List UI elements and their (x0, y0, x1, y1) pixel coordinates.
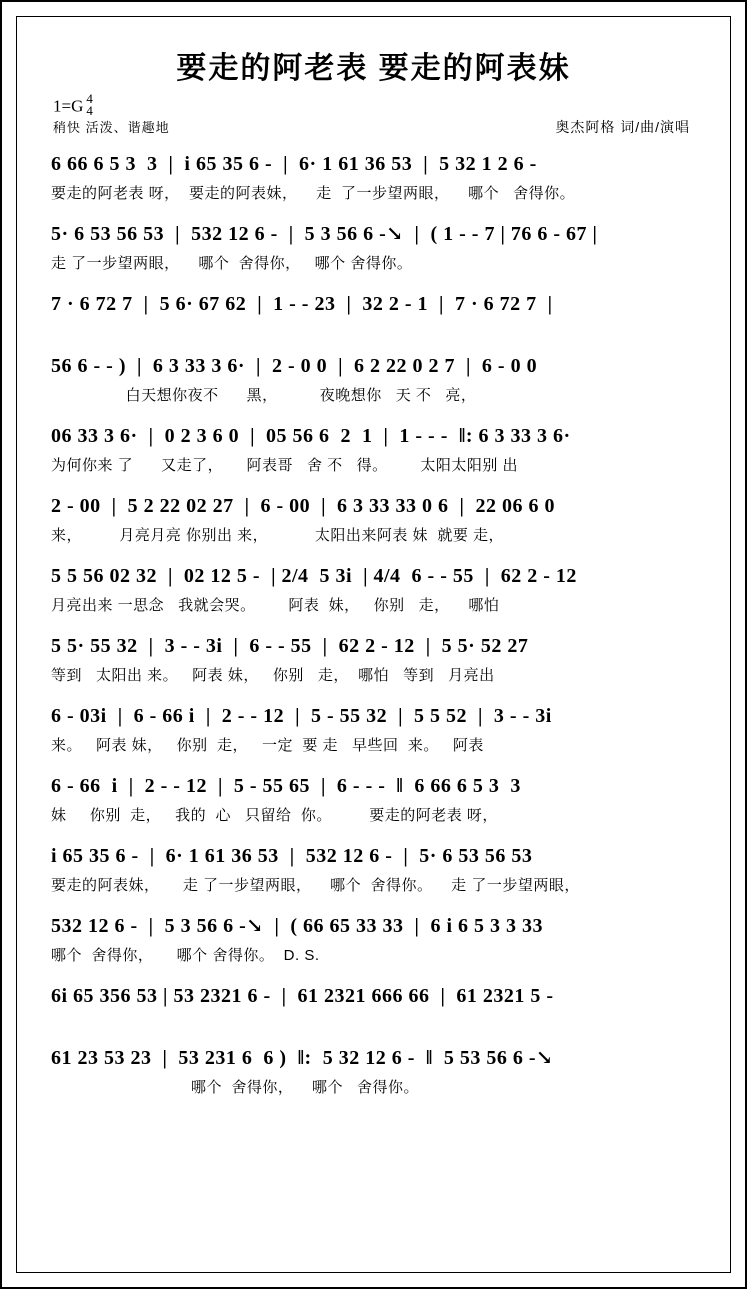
system-gap (51, 551, 696, 559)
music-system (51, 287, 696, 347)
tempo-marking: 稍快 活泼、谐趣地 (53, 120, 170, 135)
key-label: 1= (53, 96, 72, 116)
composer-credits: 奥杰阿格 词/曲/演唱 (555, 119, 690, 135)
notation-line: 5 5· 55 32 | 3 - - 3i | 6 - - 55 | 62 2 - 12 | 5 5· 52 27 (51, 635, 529, 657)
music-system (51, 217, 696, 277)
system-gap (51, 971, 696, 979)
lyrics-line: 来， 月亮月亮 你别出 来， 太阳出来阿表 妹 就要 走， (51, 527, 505, 544)
lyrics-line: 哪个 舍得你， 哪个 舍得你。 D. S. (51, 947, 320, 964)
lyrics-line: 白天想你夜不 黑， 夜晚想你 天 不 亮， (51, 387, 477, 404)
system-gap (51, 621, 696, 629)
lyrics-line: 走 了一步望两眼， 哪个 舍得你， 哪个 舍得你。 (51, 255, 413, 272)
notation-line: 532 12 6 - | 5 3 56 6 -↘ | ( 66 65 33 33 | 6 i 6 5 3 3 33 (51, 915, 544, 937)
system-gap (51, 901, 696, 909)
system-gap (51, 761, 696, 769)
music-system (51, 419, 696, 479)
lyrics-line (51, 321, 696, 347)
lyrics-line (51, 1013, 696, 1039)
lyrics-line: 等到 太阳出 来。 阿表 妹， 你别 走， 哪怕 等到 月亮出 (51, 667, 495, 684)
page-inner-border (16, 16, 731, 1273)
lyrics-line: 月亮出来 一思念 我就会哭。 阿表 妹， 你别 走， 哪怕 (51, 597, 500, 614)
notation-line: 06 33 3 6· | 0 2 3 6 0 | 05 56 6 2 1 | 1 - - - ‖: 6 3 33 3 6· (51, 425, 571, 447)
music-system (51, 349, 696, 409)
notation-line: i 65 35 6 - | 6· 1 61 36 53 | 532 12 6 - | 5· 6 53 56 53 (51, 845, 533, 867)
lyrics-line: 妹 你别 走， 我的 心 只留给 你。 要走的阿老表 呀， (51, 807, 498, 824)
score-content (51, 39, 696, 1262)
notation-line: 5· 6 53 56 53 | 532 12 6 - | 5 3 56 6 -↘ | ( 1 - - 7 | 76 6 - 67 | (51, 223, 598, 245)
music-system (51, 909, 696, 969)
notation-line: 6 - 66 i | 2 - - 12 | 5 - 55 65 | 6 - - - ‖ 6 66 6 5 3 3 (51, 775, 521, 797)
key-signature (53, 93, 93, 118)
time-signature (86, 93, 93, 118)
music-system (51, 979, 696, 1039)
lyrics-line: 为何你来 了 又走了， 阿表哥 舍 不 得。 太阳太阳别 出 (51, 457, 519, 474)
notation-line: 7 · 6 72 7 | 5 6· 67 62 | 1 - - 23 | 32 2 - 1 | 7 · 6 72 7 | (51, 293, 553, 315)
notation-line: 6 66 6 5 3 3 | i 65 35 6 - | 6· 1 61 36 53 | 5 32 1 2 6 - (51, 153, 537, 175)
key-value: G (71, 96, 84, 116)
lyrics-line: 要走的阿老表 呀， 要走的阿表妹， 走 了一步望两眼， 哪个 舍得你。 (51, 185, 576, 202)
score-metadata (51, 93, 696, 147)
time-signature-denominator: 4 (86, 103, 93, 119)
notation-line: 6i 65 356 53 | 53 2321 6 - | 61 2321 666 66 | 61 2321 5 - (51, 985, 554, 1007)
system-gap (51, 481, 696, 489)
time-signature-numerator: 4 (86, 91, 93, 106)
lyrics-line: 来。 阿表 妹， 你别 走， 一定 要 走 早些回 来。 阿表 (51, 737, 484, 754)
music-system (51, 839, 696, 899)
lyrics-line: 要走的阿表妹， 走 了一步望两眼， 哪个 舍得你。 走 了一步望两眼， (51, 877, 580, 894)
system-gap (51, 691, 696, 699)
music-system (51, 699, 696, 759)
notation-line: 6 - 03i | 6 - 66 i | 2 - - 12 | 5 - 55 32 | 5 5 52 | 3 - - 3i (51, 705, 552, 727)
music-system (51, 1041, 696, 1101)
music-system (51, 559, 696, 619)
system-gap (51, 831, 696, 839)
music-system (51, 769, 696, 829)
music-system (51, 489, 696, 549)
lyrics-line: 哪个 舍得你， 哪个 舍得你。 (51, 1079, 420, 1096)
notation-line: 2 - 00 | 5 2 22 02 27 | 6 - 00 | 6 3 33 33 0 6 | 22 06 6 0 (51, 495, 555, 517)
music-system (51, 147, 696, 207)
system-gap (51, 411, 696, 419)
system-gap (51, 209, 696, 217)
notation-line: 56 6 - - ) | 6 3 33 3 6· | 2 - 0 0 | 6 2 22 0 2 7 | 6 - 0 0 (51, 355, 538, 377)
notation-line: 61 23 53 23 | 53 231 6 6 ) ‖: 5 32 12 6 - ‖ 5 53 56 6 -↘ (51, 1047, 554, 1069)
system-gap (51, 279, 696, 287)
music-system (51, 629, 696, 689)
page-title: 要走的阿老表 要走的阿表妹 (176, 52, 571, 85)
notation-line: 5 5 56 02 32 | 02 12 5 - | 2/4 5 3i | 4/4 6 - - 55 | 62 2 - 12 (51, 565, 577, 587)
